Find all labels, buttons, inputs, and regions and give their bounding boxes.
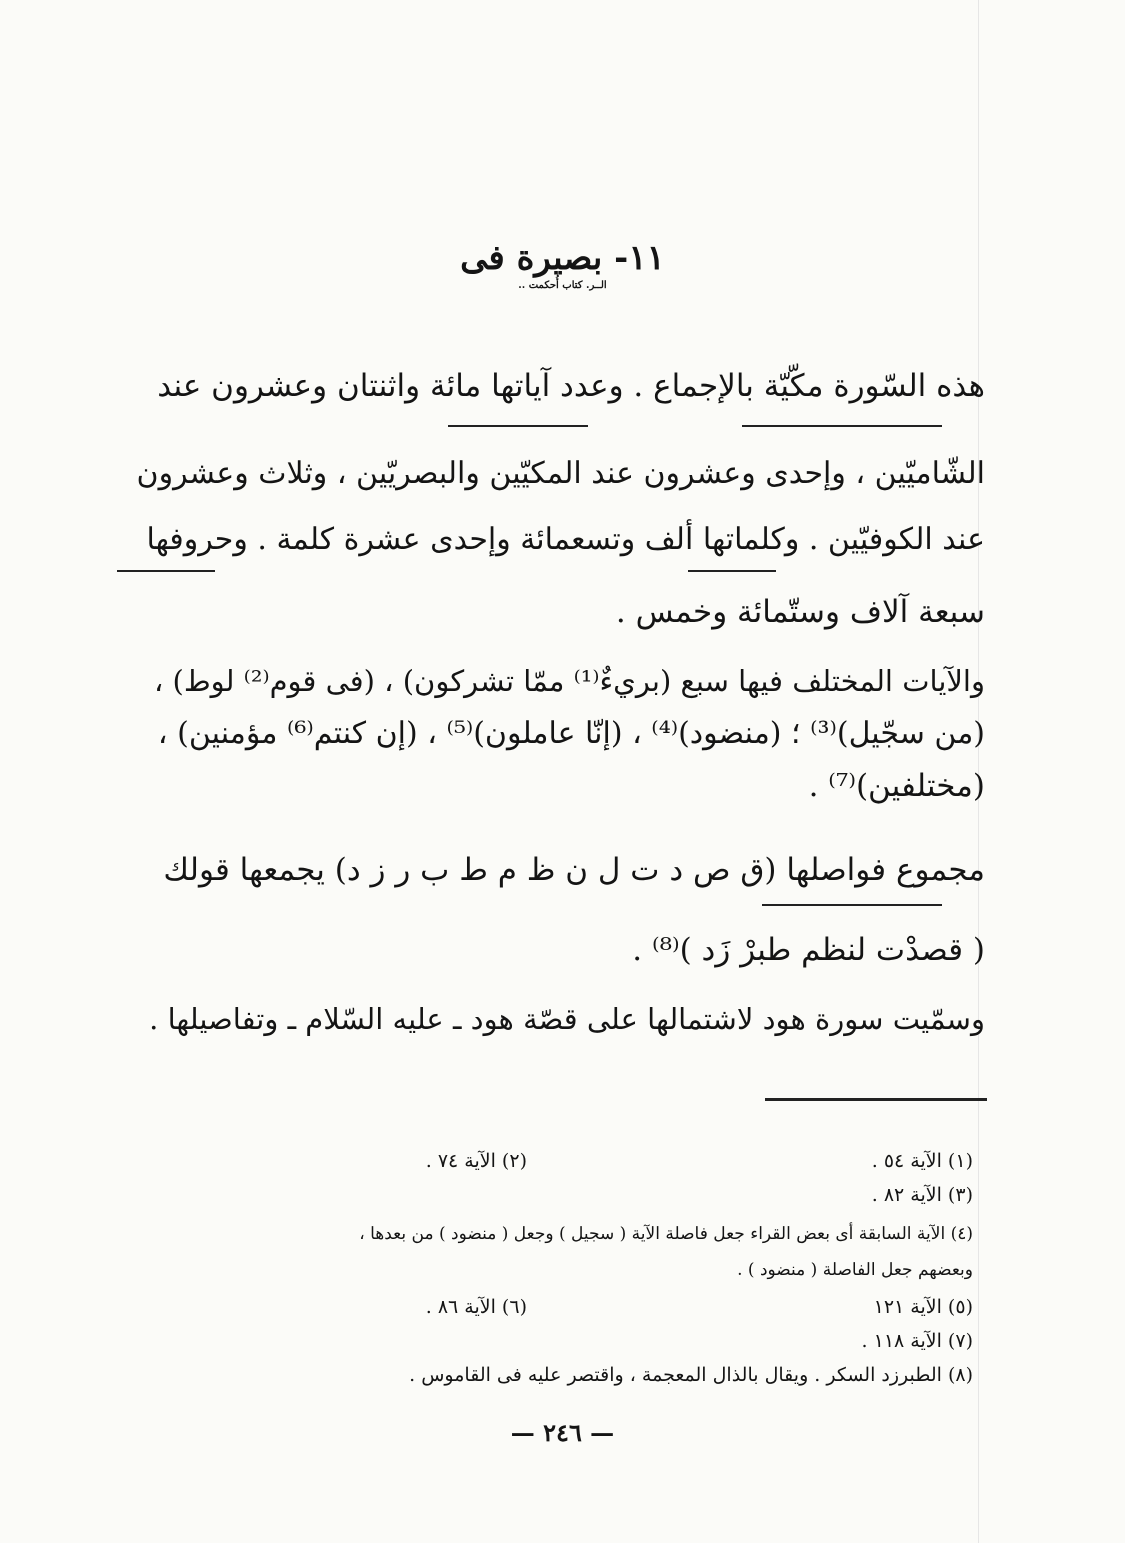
underline-mark — [448, 425, 588, 427]
chapter-title: الــر. كتاب أُحكمت .. — [518, 280, 607, 291]
underline-mark — [762, 904, 942, 906]
body-line: سبعة آلاف وستّمائة وخمس . — [615, 594, 985, 630]
body-line: الشّاميّين ، وإحدى وعشرون عند المكيّين والبصريّين ، وثلاث وعشرون — [136, 456, 985, 491]
body-line: هذه السّورة مكّيّة بالإجماع . وعدد آياتها مائة واثنتان وعشرون عند — [157, 368, 985, 404]
footnote: (٣) الآية ٨٢ . — [871, 1184, 973, 1206]
body-line: (مختلفين)⁽⁷⁾ . — [808, 768, 985, 804]
underline-mark — [742, 425, 942, 427]
footnote: (١) الآية ٥٤ . — [871, 1150, 973, 1172]
body-line: والآيات المختلف فيها سبع (بريءٌ⁽¹⁾ ممّا تشركون) ، (فى قوم⁽²⁾ لوط) ، — [153, 664, 985, 698]
chapter-number-title: ١١- بصيرة فى — [460, 238, 665, 278]
page-number: — ٢٤٦ — — [510, 1418, 615, 1447]
footnote: وبعضهم جعل الفاصلة ( منضود ) . — [737, 1260, 973, 1280]
footnote: (٢) الآية ٧٤ . — [425, 1150, 527, 1172]
body-line: وسمّيت سورة هود لاشتمالها على قصّة هود ـ عليه السّلام ـ وتفاصيلها . — [149, 1002, 985, 1036]
footnote: (٦) الآية ٨٦ . — [425, 1296, 527, 1318]
footnote: (٥) الآية ١٢١ — [873, 1296, 973, 1318]
body-line: عند الكوفيّين . وكلماتها ألف وتسعمائة وإحدى عشرة كلمة . وحروفها — [146, 522, 985, 557]
footnote-rule — [765, 1098, 987, 1101]
body-line: (من سجّيل)⁽³⁾ ؛ (منضود)⁽⁴⁾ ، (إنّا عاملون)⁽⁵⁾ ، (إن كنتم⁽⁶⁾ مؤمنين) ، — [157, 716, 985, 751]
body-line: ( قصدْت لنظم طبرْ زَد )⁽⁸⁾ . — [632, 932, 985, 968]
body-line: مجموع فواصلها (ق ص د ت ل ن ظ م ط ب ر ز د) يجمعها قولك — [163, 852, 985, 888]
footnote: (٨) الطبرزد السكر . ويقال بالذال المعجمة ، واقتصر عليه فى القاموس . — [409, 1364, 973, 1386]
underline-mark — [688, 570, 776, 572]
underline-mark — [117, 570, 215, 572]
footnote: (٤) الآية السابقة أى بعض القراء جعل فاصلة الآية ( سجيل ) وجعل ( منضود ) من بعدها ، — [359, 1224, 973, 1244]
footnote: (٧) الآية ١١٨ . — [861, 1330, 973, 1352]
